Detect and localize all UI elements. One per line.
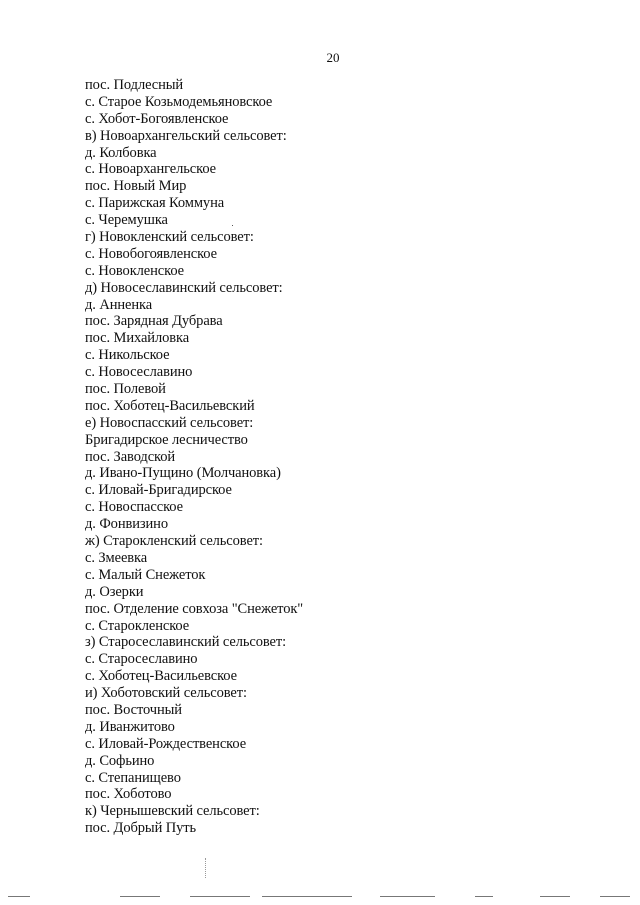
list-item: пос. Хоботец-Васильевский	[85, 397, 255, 414]
list-item: Бригадирское лесничество	[85, 431, 248, 448]
list-item: д. Иванжитово	[85, 718, 175, 735]
list-item: с. Старое Козьмодемьяновское	[85, 93, 273, 110]
scan-speck	[232, 225, 233, 226]
list-item: с. Малый Снежеток	[85, 566, 206, 583]
list-item: пос. Зарядная Дубрава	[85, 313, 223, 330]
list-item: с. Черемушка	[85, 212, 168, 229]
list-item: с. Иловай-Рождественское	[85, 735, 247, 752]
scan-edge-noise	[475, 896, 493, 897]
list-item: пос. Подлесный	[85, 77, 184, 93]
list-item: д. Колбовка	[85, 144, 157, 161]
list-item: пос. Заводской	[85, 448, 176, 465]
scan-edge-noise	[8, 896, 30, 897]
list-item: д. Фонвизино	[85, 516, 168, 533]
list-item: с. Хоботец-Васильевское	[85, 668, 237, 685]
list-item: д. Софьино	[85, 752, 155, 769]
list-item: д. Озерки	[85, 583, 144, 600]
list-item: к) Чернышевский сельсовет:	[85, 803, 260, 820]
settlement-list	[85, 77, 303, 837]
page-number: 20	[326, 50, 340, 65]
list-item: с. Новоархангельское	[85, 161, 216, 178]
list-item: с. Хобот-Богоявленское	[85, 110, 229, 127]
list-item: в) Новоархангельский сельсовет:	[85, 127, 287, 144]
list-item: с. Парижская Коммуна	[85, 195, 225, 212]
scan-edge-noise	[190, 896, 250, 897]
list-item: пос. Михайловка	[85, 330, 190, 347]
list-item: с. Змеевка	[85, 549, 148, 566]
list-item: пос. Новый Мир	[85, 178, 187, 195]
list-item: д) Новосеславинский сельсовет:	[85, 279, 283, 296]
list-item: д. Ивано-Пущино (Молчановка)	[85, 465, 281, 482]
list-item: з) Старосеславинский сельсовет:	[85, 634, 287, 651]
scan-edge-noise	[600, 896, 630, 897]
list-item: ж) Старокленский сельсовет:	[85, 533, 263, 550]
list-item: с. Иловай-Бригадирское	[85, 482, 232, 499]
list-item: г) Новокленский сельсовет:	[85, 229, 254, 246]
scan-edge-noise	[540, 896, 570, 897]
list-item: д. Анненка	[85, 296, 153, 313]
scan-edge-noise	[262, 896, 352, 897]
list-item: с. Новоспасское	[85, 499, 183, 516]
list-item: пос. Полевой	[85, 381, 166, 398]
list-item: е) Новоспасский сельсовет:	[85, 414, 254, 431]
list-item: пос. Отделение совхоза "Снежеток"	[85, 600, 304, 617]
list-item: пос. Хоботово	[85, 786, 172, 803]
list-item: с. Старокленское	[85, 617, 190, 634]
list-item: с. Новобогоявленское	[85, 245, 217, 262]
scan-edge-noise	[380, 896, 435, 897]
list-item: пос. Добрый Путь	[85, 820, 197, 837]
scan-mark	[205, 858, 207, 878]
list-item: с. Старосеславино	[85, 651, 198, 668]
scan-edge-noise	[120, 896, 160, 897]
list-item: с. Степанищево	[85, 769, 181, 786]
list-item: пос. Восточный	[85, 701, 182, 718]
list-item: с. Новосеславино	[85, 364, 193, 381]
list-item: и) Хоботовский сельсовет:	[85, 685, 247, 702]
list-item: с. Новокленское	[85, 262, 184, 279]
list-item: с. Никольское	[85, 347, 170, 364]
